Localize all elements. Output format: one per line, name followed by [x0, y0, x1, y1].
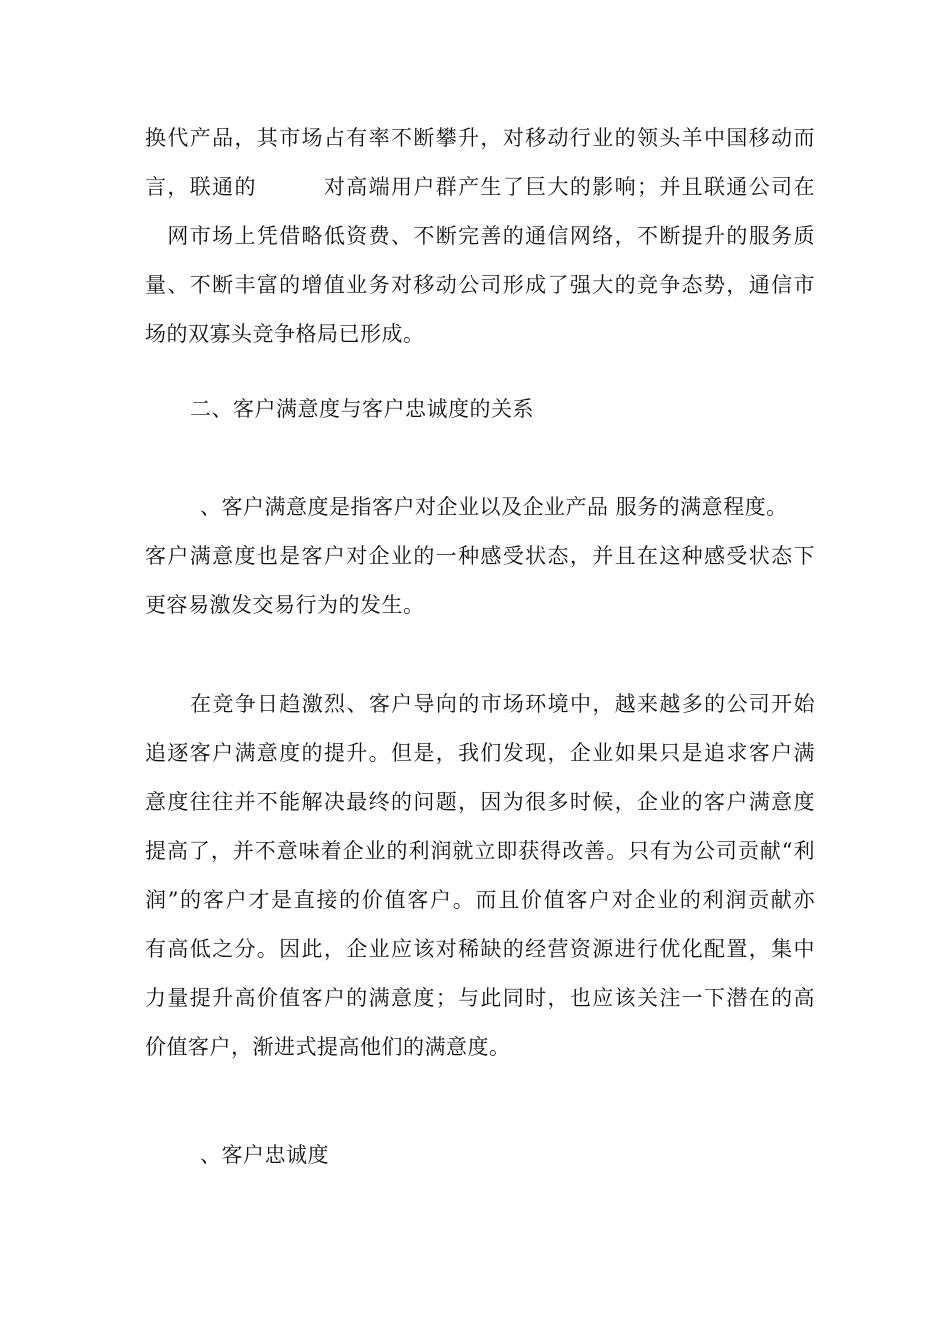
section-heading-3: 、客户忠诚度: [200, 1143, 329, 1167]
paragraph-3-line-6: 有高低之分。因此，企业应该对稀缺的经营资源进行优化配置，集中: [145, 937, 815, 961]
paragraph-3-line-7: 力量提升高价值客户的满意度；与此同时，也应该关注一下潜在的高: [145, 986, 815, 1010]
paragraph-1-line-1: 换代产品，其市场占有率不断攀升，对移动行业的领头羊中国移动而: [145, 126, 815, 150]
paragraph-1-line-5: 场的双寡头竞争格局已形成。: [145, 322, 425, 346]
paragraph-2-line-2: 客户满意度也是客户对企业的一种感受状态，并且在这种感受状态下: [145, 544, 815, 568]
section-heading-2: 二、客户满意度与客户忠诚度的关系: [190, 397, 534, 421]
paragraph-1-line-3: 网市场上凭借略低资费、不断完善的通信网络，不断提升的服务质: [145, 224, 815, 248]
paragraph-3-line-2: 追逐客户满意度的提升。但是，我们发现，企业如果只是追求客户满: [145, 741, 815, 765]
paragraph-3-line-8: 价值客户，渐进式提高他们的满意度。: [145, 1035, 511, 1059]
paragraph-2-line-1: 、客户满意度是指客户对企业以及企业产品 服务的满意程度。: [200, 495, 788, 519]
paragraph-3-line-5: 润”的客户才是直接的价值客户。而且价值客户对企业的利润贡献亦: [145, 888, 815, 912]
paragraph-1-line-2: 言，联通的 对高端用户群产生了巨大的影响；并且联通公司在: [145, 175, 815, 199]
paragraph-2-line-3: 更容易激发交易行为的发生。: [145, 593, 425, 617]
paragraph-3-line-1: 在竞争日趋激烈、客户导向的市场环境中，越来越多的公司开始: [190, 692, 815, 716]
paragraph-3-line-3: 意度往往并不能解决最终的问题，因为很多时候，企业的客户满意度: [145, 790, 815, 814]
paragraph-3-line-4: 提高了，并不意味着企业的利润就立即获得改善。只有为公司贡献“利: [145, 839, 815, 863]
paragraph-1-line-4: 量、不断丰富的增值业务对移动公司形成了强大的竞争态势，通信市: [145, 273, 815, 297]
